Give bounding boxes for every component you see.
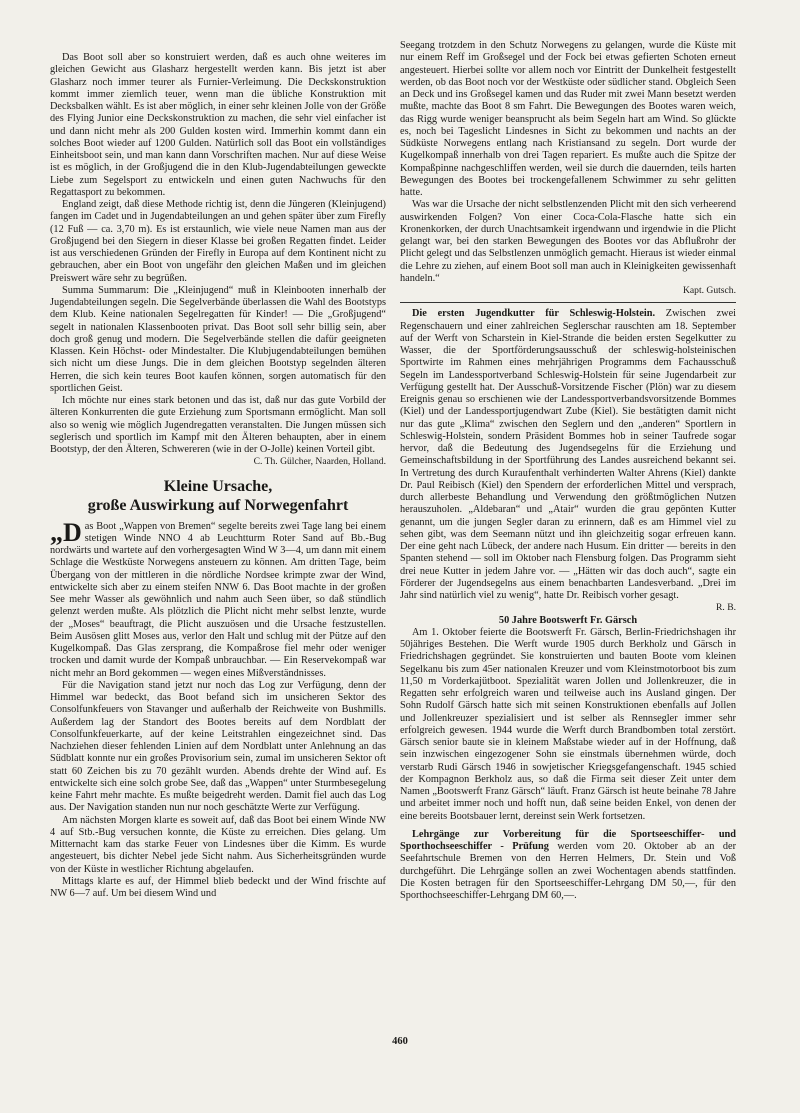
section-divider: [400, 302, 736, 303]
author-signature: C. Th. Gülcher, Naarden, Holland.: [253, 456, 386, 468]
drop-cap: „D: [50, 517, 82, 547]
paragraph: England zeigt, daß diese Methode richtig ist, denn die Jüngeren (Kleinjugend) fangen im Cadet und in Jugendabteilungen an und gehen später über zum Firefly (12 Fuß — ca. 3,70 m). Es ist erstaunlich, wie viele neue Namen man aus der Großjugend bei den Siegern in dieser Klasse bei großen Regatten findet. Leider ist aus verschiedenen Gründen der Firefly in Europa auf dem Kontinent nicht zu gebrauchen, aber ein Boot von ungefähr den gleichen Maßen und im gleichen Preiswert wäre sehr zu begrüßen.: [50, 199, 386, 284]
author-signature: R. B.: [716, 602, 736, 614]
paragraph: Am 1. Oktober feierte die Bootswerft Fr. Gärsch, Berlin-Friedrichshagen ihr 50jähriges Bestehen. Die Werft wurde 1905 durch Berkholz und Gärsch in Friedrichshagen gegründet. Sie konstruierten und bauten Boote vom kleinen Segelkanu bis zum 45er nationalen Kreuzer und vom Kleinstmotorboot bis zum 11,50 m Vorderkajütboot. Spezialität waren Jollen und Jollenkreuzer, die in Regatten sehr erfolgreich waren und teilweise auch ins Ausland gingen. Der Sohn Rudolf Gärsch hatte sich mit seinen Konstruktionen ebenfalls auf Jollen und Jollenkreuzer spezialisiert und ist selber als Rennsegler immer sehr erfolgreich gewesen. 1944 wurde die Werft durch Brandbomben total zerstört. Gärsch senior baute sie in kleinem Maßstabe wieder auf in der Hoffnung, daß sein inzwischen eingezogener Sohn sie einstmals übernehmen würde, doch verstarb Rudi Gärsch 1946 in sowjetischer Kriegsgefangenschaft. 1945 schied der Kompagnon Berkholz aus, so daß die Firma seit dieser Zeit unter dem Namen „Bootswerft Franz Gärsch“ läuft. Franz Gärsch ist heute beinahe 78 Jahre und arbeitet immer noch und hofft nun, daß seine beiden Enkel, von denen der eine bereits Bootsbauer lernt, dereinst sein Werk fortsetzen.: [400, 626, 736, 822]
news-item-title: Lehrgänge zur Vorbereitung für die Sportseeschiffer- und Sporthochseeschiffer - Prüfung: [400, 828, 736, 852]
author-signature: Kapt. Gutsch.: [682, 285, 736, 296]
paragraph: Summa Summarum: Die „Kleinjugend“ muß in Kleinbooten innerhalb der Jugendabteilungen segeln. Die Segelverbände überlassen die Wahl des Bootstyps dem Klub. Keine nationalen Segelregatten für Kinder! — Die „Großjugend“ segelt in nationalen Klassenbooten privat. Das Boot soll sehr billig sein, aber doch groß genug und modern. Die Segelverbände stellen die dafür geeigneten Klassen. Kein Höchst- oder Mindestalter. Die Klubjugendabteilungen bemühen sich nicht um diese Jungs. Die in dem gleichen Bootstyp segelnden älteren Herren, die sich kein teures Boot kaufen können, sorgen automatisch für den sportlichen Geist.: [50, 284, 386, 394]
left-column: [50, 52, 386, 900]
right-column: [400, 40, 736, 902]
news-item-heading: 50 Jahre Bootswerft Fr. Gärsch: [498, 614, 638, 626]
paragraph: Das Boot soll aber so konstruiert werden, daß es auch ohne weiteres im gleichen Gewicht aus Glasharz hergestellt werden kann. Bis jetzt ist aber Glasharz noch immer teurer als Furnier-Verleimung. Die Deckskonstruktion kommt immer ziemlich teuer, wenn man die übliche Konstruktion mit Decksbalken wählt. Es ist aber möglich, in einer sehr kleinen Jolle von der Größe des Flying Junior eine Deckskonstruktion zu machen, die sehr viel einfacher ist und dann nicht mehr als 200 Gulden kosten wird. Immerhin kommt dann ein solches Boot wieder auf 1200 Gulden. Natürlich soll das Boot ein vollständiges Einheitsboot sein, und man kann dann Vorschriften machen. Nur auf diese Weise ist es möglich, in der Großjugend die in den Klub-Jugendabteilungen geweckte Liebe zum Segelsport zu entwickeln und einen guten Nachwuchs für den Regattasport zu bekommen.: [50, 52, 386, 198]
paragraph: Für die Navigation stand jetzt nur noch das Log zur Verfügung, denn der Himmel war bedeckt, das Boot befand sich im unsicheren Sektor des Consolfunkfeuers von Stavanger und außerhalb der Reichweite von Bushmills. Außerdem lag der Standort des Bootes bereits auf dem Nordblatt der Consolfunkfeuerkarte, auf der keine Leitstrahlen eingezeichnet sind. Das Nachziehen dieser fehlenden Linien auf dem Nordblatt unter Anlehnung an das Südblatt konnte nur ein großes Provisorium sein, zumal im unsicheren Sektor oft statt 60 Zeichen bis zu 70 gezählt wurden. Abends drehte der Wind auf. Es entwickelte sich eine solch grobe See, daß das „Wappen“ unter Sturmbesegelung keine Fahrt mehr machte. Es mußte beigedreht werden. Damit fiel auch das Log aus. Der Navigation standen nun nur noch geschätzte Werte zur Verfügung.: [50, 679, 386, 814]
paragraph: Am nächsten Morgen klarte es soweit auf, daß das Boot bei einem Winde NW 4 auf Stb.-Bug versuchen konnte, die Küste zu erreichen. Dies gelang. Um Mitternacht kam das starke Feuer von Lindesnes über die Kimm. Es wurde angesteuert, bis dichter Nebel jede Sicht nahm. Aus Sicherheitsgründen wurde von der Küste in westlicher Richtung abgelaufen.: [50, 814, 386, 875]
headline-line-1: Kleine Ursache,: [163, 477, 273, 495]
news-item-kutter: [400, 308, 736, 602]
lead-text: as Boot „Wappen von Bremen“ segelte bereits zwei Tage lang bei einem stetigen Winde NNO 4 ab Leuchtturm Roter Sand auf Bb.-Bug nordwärts und wartete auf den vorhergesagten Wind W 3—4, um dann mit einem Schlage die Westküste Norwegens ansteuern zu können. Am dritten Tage, beim Übergang von der mittleren in die nördliche Nordsee krimpte zwar der Wind, entwickelte sich aber zu einem steifen NNW 6. Das Boot machte in der großen See mehr Wasser als gewöhnlich und nahm auch Seen über, so daß stündlich gelenzt werden mußte. Als plötzlich die Plicht nicht mehr selbst lenzte, wurde der „Moses“ beauftragt, die Plicht auszuösen und die Ursache festzustellen. Beim Ausösen glitt Moses aus, verlor den Halt und schlug mit der Pütze auf den Kugelkompaß. Das Glas zersprang, die Kompaßrose fiel mehr oder weniger trocken und damit wurde der Kompaß unbrauchbar. — Ein Reservekompaß war nicht mehr an Bord gekommen — wegen eines Mißverständnisses.: [50, 520, 386, 679]
paragraph: Ich möchte nur eines stark betonen und das ist, daß nur das gute Vorbild der älteren Konkurrenten die gute Erziehung zum Sportsmann ermöglicht. Man soll also so wenig wie möglich Jugendregatten veranstalten. Die Jungen müssen sich seglerisch und sportlich im Kampf mit den Älteren behaupten, aber in einem Bootstyp, der den Älteren, Schwereren (wie in der O-Jolle) keinen Vorteil gibt.: [50, 395, 386, 455]
paragraph: Was war die Ursache der nicht selbstlenzenden Plicht mit den sich verheerend auswirkenden Folgen? Von einer Coca-Cola-Flasche hatte sich ein Kronenkorken, der durch Unachtsamkeit irgendwann und irgendwie in die Plicht gelangt war, bei den starken Bewegungen des Bootes vor das Abflußrohr der Plicht gelegt und das Selbstlenzen unmöglich gemacht. Hieraus ist wieder einmal die Lehre zu ziehen, auf einem Boot soll man auch in Kleinigkeiten gewissenhaft handeln.“: [400, 199, 736, 284]
news-item-text: Zwischen zwei Regenschauern und einer zahlreichen Seglerschar rauschten am 18. September auf der Werft von Scharstein in Kiel-Strande die beiden ersten Segelkutter zu Wasser, die der Sportförderungsausschuß der schleswig-holsteinischen Sportwirte im Rahmen eines mehrjährigen Programms dem Fachausschuß Segeln im Landessportverband Schleswig-Holstein für seine Jugendarbeit zur Verfügung gestellt hat. Der Ausschuß-Vorsitzende Fischer (Plön) war zu diesem Ereignis genau so erschienen wie der Landessportverbandsvorsitzende Bommes (Kiel) und der Landessportjugendwart Zube (Kiel). Sie bestätigten damit nicht nur das gute „Klima“ zwischen den Seglern und den „anderen“ Sportlern in Schleswig-Holstein, sondern Präsident Bommes hob in seiner Taufrede sogar hervor, daß die Bedeutung des Jugendsegelns für die Erziehung und Gemeinschaftsbildung in der Sportführung des Landes ausreichend bekannt sei. In Vertretung des durch Kuraufenthalt verhinderten Walter Ahrens (Kiel) dankte Dr. Paul Reibisch (Kiel) den Spendern der erforderlichen Mittel und versprach, durch allerbeste Behandlung und Verwendung den größtmöglichen Nutzen herauszuholen. „Aldebaran“ und „Atair“ wurden die grau gepönten Kutter genannt, um die jungen Segler daran zu erinnern, daß es am Himmel viel zu sehen gibt, was dem Seemann nützt und ihn gleichzeitig sogar erfreuen kann. Der eine geht nach Lübeck, der andere nach Husum. Ein dritter — bereits in den Spanten stehend — soll im Oktober nach Flensburg folgen. Das Programm sieht drei neue Kutter in jedem Jahre vor. — „Hätten wir das doch auch“, sagte ein Förderer der Jugendsegelns aus einem benachbarten Landesverband. „Drei im Jahr sind natürlich viel zu wenig“, hatte Dr. Reibisch vorher gesagt.: [400, 308, 736, 601]
paragraph: Mittags klarte es auf, der Himmel blieb bedeckt und der Wind frischte auf NW 6—7 auf. Um bei diesem Wind und: [50, 875, 386, 899]
news-item-lehrgaenge: [400, 829, 736, 903]
news-item-title: Die ersten Jugendkutter für Schleswig-Holstein.: [412, 308, 656, 320]
headline-line-2: große Auswirkung auf Norwegenfahrt: [87, 496, 349, 514]
article-lead-paragraph: [50, 517, 386, 680]
paragraph: Seegang trotzdem in den Schutz Norwegens zu gelangen, wurde die Küste mit nur einem Reff im Großsegel und der Fock bei etwas gefierten Schoten erneut angesteuert. Hierbei sollte vor allem noch vor Eintritt der Dunkelheit festgestellt werden, ob das Boot noch vor der Westküste oder südlicher stand. Obgleich Seen an Deck und ins Großsegel kamen und das Ruder mit zwei Mann besetzt werden mußte, machte das Boot 8 sm Fahrt. Die Bewegungen des Bootes waren weich, das Rigg wurde weniger beansprucht als beim Segeln hart am Wind. So glückte es, noch bei Tageslicht Lindesnes in Sicht zu bekommen und nachts an der Südküste Norwegens entlang nach Kristiansand zu segeln. Dort wurde der Kugelkompaß innerhalb von drei Tagen repariert. Es mußte auch die Spitze der Kompaßpinne nachgeschliffen werden, weil sie durch die dauernden, teils harten Bewegungen des Bootes bei trockengefallenem Schwimmer zu sehr gelitten hatte.: [400, 40, 736, 198]
news-item-text: werden vom 20. Oktober ab an der Seefahrtschule Bremen von den Herren Helmers, Dr. Stein und Voß durchgeführt. Die Lehrgänge sollen an zwei Wochentagen abends stattfinden. Die Kosten betragen für den Sportseeschiffer-Lehrgang DM 50,—, für den Sporthochseeschiffer-Lehrgang DM 60,—.: [400, 841, 736, 901]
page-number: 460: [392, 1036, 408, 1047]
article-headline: [50, 477, 386, 515]
